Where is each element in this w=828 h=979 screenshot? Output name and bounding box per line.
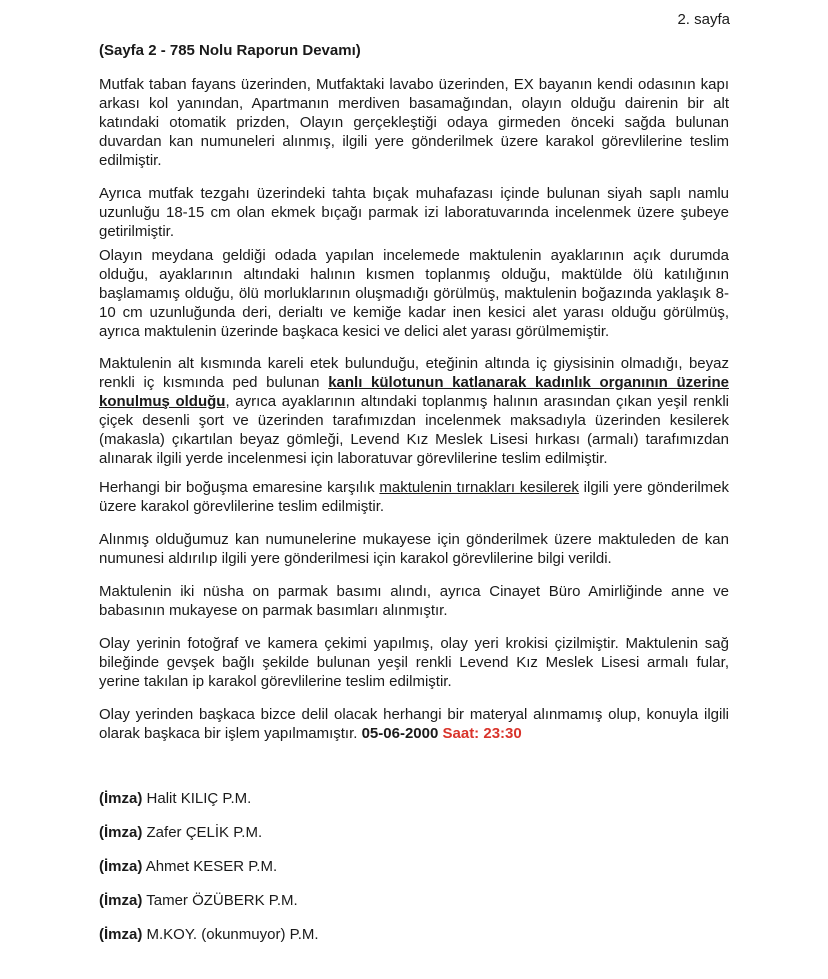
closing-text: Olay yerinden başkaca bizce delil olacak herhangi bir materyal alınmamış olup, konuyla ilgili olarak başkaca bir işlem yapılmamıştır. bbox=[99, 706, 729, 742]
signature-line bbox=[99, 892, 298, 909]
paragraph-closing bbox=[99, 705, 729, 743]
signature-name: Halit KILIÇ P.M. bbox=[146, 790, 252, 807]
signature-line bbox=[99, 790, 251, 807]
nails-text-a: Herhangi bir boğuşma emaresine karşılık bbox=[99, 479, 380, 496]
clothing-text-underlined: kanlı külotunun katlanarak kadınlık organının üzerine konulmuş olduğu bbox=[99, 374, 729, 410]
signature-label: (İmza) bbox=[99, 790, 143, 807]
signature-line bbox=[99, 824, 262, 841]
paragraph-clothing bbox=[99, 354, 729, 468]
clothing-text-c: , ayrıca ayaklarının altındaki toplanmış halının arasından çıkan yeşil renkli çiçek desenli şort ve üzerinden tarafımızdan incelenmek maksadıyla üzerinden kesilerek (makasla) çıkartılan beyaz gömleği, Levend Kız Meslek Lisesi hırkası (armalı) tarafımızdan alınarak ilgili yerde incelenmesi için laboratuvar görevlilerine teslim edilmiştir. bbox=[99, 393, 729, 467]
paragraph-knife: Ayrıca mutfak tezgahı üzerindeki tahta bıçak muhafazası içinde bulunan siyah saplı namlu uzunluğu 18-15 cm olan ekmek bıçağı parmak izi laboratuvarında incelenmek üzere şubeye getirilmiştir. bbox=[99, 185, 729, 240]
signature-name: Zafer ÇELİK P.M. bbox=[146, 824, 263, 841]
paragraph-comparison-sample: Alınmış olduğumuz kan numunelerine mukayese için gönderilmek üzere maktuleden de kan numunesi aldırılıp ilgili yere gönderilmesi için karakol görevlilerine bilgi verildi. bbox=[99, 531, 729, 567]
paragraph-room-examination: Olayın meydana geldiği odada yapılan incelemede maktulenin ayaklarının açık durumda olduğu, ayaklarının altındaki halının kısmen toplanmış olduğu, maktülde ölü katılığının başlamamış olduğu, ölü morluklarının oluşmadığı görülmüş, maktulenin boğazında yaklaşık 8-10 cm uzunluğunda deri, derialtı ve kemiğe kadar inen kesici alet yarası olduğu görülmüş, ayrıca maktulenin üzerinde başkaca kesici ve delici alet yarası görülmemiştir. bbox=[99, 247, 729, 340]
report-time: Saat: 23:30 bbox=[442, 725, 522, 742]
clothing-text-a: Maktulenin alt kısmında kareli etek bulunduğu, eteğinin altında iç giysisinin olmadığı, beyaz renkli iç kısmında ped bulunan bbox=[99, 355, 729, 391]
signature-name: Ahmet KESER P.M. bbox=[145, 858, 278, 875]
signature-name: M.KOY. (okunmuyor) P.M. bbox=[146, 926, 319, 943]
signature-label: (İmza) bbox=[99, 892, 143, 909]
report-date: 05-06-2000 bbox=[361, 725, 439, 742]
paragraph-blood-samples: Mutfak taban fayans üzerinden, Mutfaktaki lavabo üzerinden, EX bayanın kendi odasının kapı arkası kol yanından, Apartmanın merdiven basamağından, olayın olduğu dairenin bir alt katındaki otomatik prizden, Olayın gerçekleştiği odaya girmeden önceki sağda bulunan duvardan kan numuneleri alınmış, ilgili yere gönderilmek üzere karakol görevlilerine teslim edilmiştir. bbox=[99, 76, 729, 169]
signature-name: Tamer ÖZÜBERK P.M. bbox=[146, 892, 298, 909]
signature-line bbox=[99, 858, 277, 875]
paragraph-fingerprints: Maktulenin iki nüsha on parmak basımı alındı, ayrıca Cinayet Büro Amirliğinde anne ve babasının mukayese on parmak basımları alınmıştır. bbox=[99, 583, 729, 619]
page-number: 2. sayfa bbox=[677, 11, 730, 28]
nails-text-c: ilgili yere gönderilmek üzere karakol görevlilerine teslim edilmiştir. bbox=[99, 479, 729, 515]
paragraph-nails bbox=[99, 478, 729, 516]
signature-label: (İmza) bbox=[99, 858, 143, 875]
report-heading: (Sayfa 2 - 785 Nolu Raporun Devamı) bbox=[99, 42, 361, 59]
paragraph-photos: Olay yerinin fotoğraf ve kamera çekimi yapılmış, olay yeri krokisi çizilmiştir. Maktulenin sağ bileğinde gevşek bağlı şekilde bulunan yeşil renkli Levend Kız Meslek Lisesi armalı fular, yerine takılan ip karakol görevlilerine teslim edilmiştir. bbox=[99, 635, 729, 690]
signature-label: (İmza) bbox=[99, 926, 143, 943]
signature-label: (İmza) bbox=[99, 824, 143, 841]
signature-line bbox=[99, 926, 319, 943]
nails-text-underlined: maktulenin tırnakları kesilerek bbox=[379, 479, 579, 496]
